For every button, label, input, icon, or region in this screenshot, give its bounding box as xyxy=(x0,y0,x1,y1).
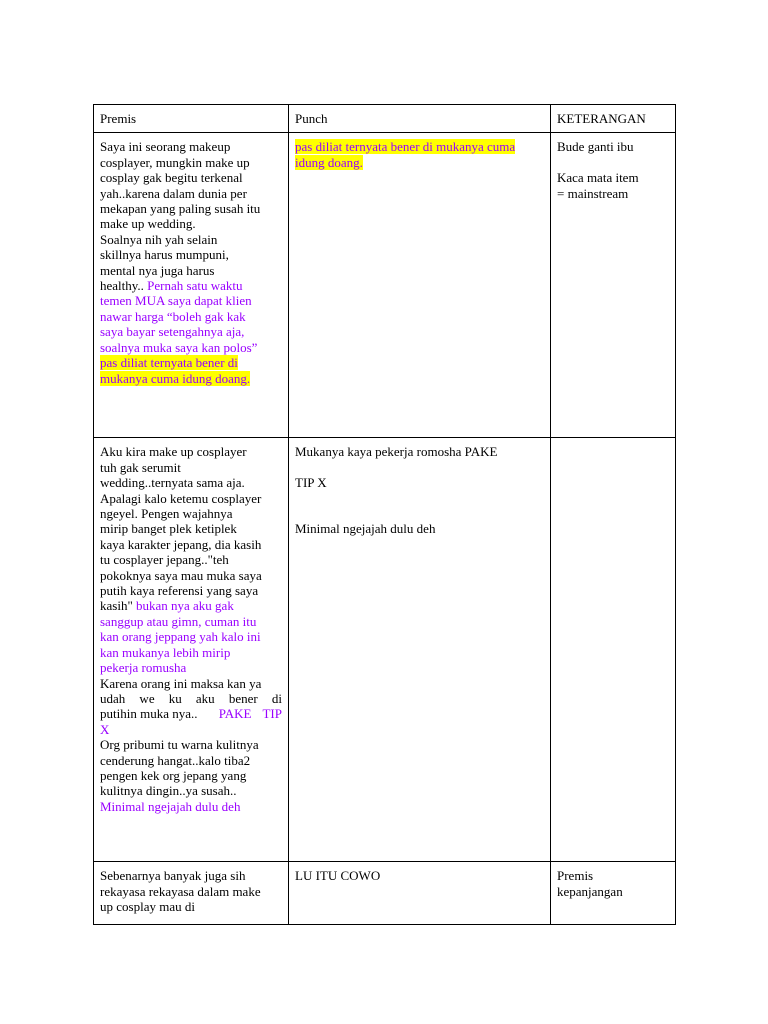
text-line: tu cosplayer jepang.."teh xyxy=(100,552,229,568)
purple-text: Pernah satu waktu xyxy=(143,278,243,294)
text-line: mental nya juga harus xyxy=(100,262,215,278)
text-line: skillnya harus mumpuni, xyxy=(100,247,229,263)
text-line: Sebenarnya banyak juga sih xyxy=(100,868,246,884)
text-line: mirip banget plek ketiplek xyxy=(100,521,237,537)
text-line: udah we ku aku bener di xyxy=(100,690,282,706)
text-line: cenderung hangat..kalo tiba2 xyxy=(100,752,251,768)
punch-line: TIP X xyxy=(295,475,327,491)
purple-text: soalnya muka saya kan polos” xyxy=(100,339,258,355)
punch-line: Mukanya kaya pekerja romosha PAKE xyxy=(295,444,498,460)
keterangan-cell xyxy=(551,438,676,862)
punch-cell xyxy=(289,438,551,862)
text-line: kulitnya dingin..ya susah.. xyxy=(100,783,237,799)
text-line: Aku kira make up cosplayer xyxy=(100,444,247,460)
highlighted-text: pas diliat ternyata bener di mukanya cuma xyxy=(295,139,516,155)
punch-line: LU ITU COWO xyxy=(295,868,381,884)
text-line: Apalagi kalo ketemu cosplayer xyxy=(100,490,262,506)
text-line: Org pribumi tu warna kulitnya xyxy=(100,737,259,753)
text-line: up cosplay mau di xyxy=(100,899,195,915)
text-line xyxy=(100,278,282,293)
punch-cell xyxy=(289,133,551,438)
text-line: rekayasa rekayasa dalam make xyxy=(100,883,261,899)
text-line: cosplay gak begitu terkenal xyxy=(100,170,243,186)
purple-text: temen MUA saya dapat klien xyxy=(100,293,252,309)
purple-text: Minimal ngejajah dulu deh xyxy=(100,798,241,814)
text-line: Karena orang ini maksa kan ya xyxy=(100,675,262,691)
purple-text: bukan nya aku gak xyxy=(132,598,234,614)
text-line: Soalnya nih yah selain xyxy=(100,231,218,247)
text-line: wedding..ternyata sama aja. xyxy=(100,475,245,491)
text-line: tuh gak serumit xyxy=(100,459,181,475)
text-line: ngeyel. Pengen wajahnya xyxy=(100,506,233,522)
text-run: kasih" xyxy=(100,598,133,614)
text-line xyxy=(100,706,282,721)
table-row xyxy=(94,133,676,438)
premis-cell xyxy=(94,133,289,438)
punch-line: Minimal ngejajah dulu deh xyxy=(295,521,436,537)
highlighted-text: mukanya cuma idung doang. xyxy=(100,370,251,386)
premis-cell xyxy=(94,438,289,862)
note-line: Kaca mata item xyxy=(557,170,639,186)
highlighted-text: idung doang. xyxy=(295,154,363,170)
text-line: putih kaya referensi yang saya xyxy=(100,583,259,599)
note-line: = mainstream xyxy=(557,185,629,201)
purple-text: kan orang jeppang yah kalo ini xyxy=(100,629,261,645)
text-line xyxy=(100,598,282,613)
text-line: mekapan yang paling susah itu xyxy=(100,201,261,217)
header-row xyxy=(94,105,676,133)
note-line: Premis xyxy=(557,868,594,884)
text-run: healthy.. xyxy=(100,278,144,294)
text-line: pokoknya saya mau muka saya xyxy=(100,567,262,583)
purple-text: sanggup atau gimn, cuman itu xyxy=(100,613,257,629)
text-line: Saya ini seorang makeup xyxy=(100,139,231,155)
table-row xyxy=(94,438,676,862)
text-line: yah..karena dalam dunia per xyxy=(100,185,247,201)
text-line: cosplayer, mungkin make up xyxy=(100,154,250,170)
punch-cell xyxy=(289,862,551,925)
script-table xyxy=(93,104,676,925)
header-keterangan: KETERANGAN xyxy=(551,105,676,133)
purple-text: X xyxy=(100,721,110,737)
purple-text: kan mukanya lebih mirip xyxy=(100,644,231,660)
purple-text: saya bayar setengahnya aja, xyxy=(100,324,245,340)
keterangan-cell xyxy=(551,862,676,925)
text-line: pengen kek org jepang yang xyxy=(100,767,247,783)
header-punch: Punch xyxy=(289,105,551,133)
note-line: Bude ganti ibu xyxy=(557,139,634,155)
highlighted-text: pas diliat ternyata bener di xyxy=(100,355,238,371)
purple-text: pekerja romusha xyxy=(100,660,187,676)
purple-text: PAKE TIP xyxy=(218,706,282,722)
header-premis: Premis xyxy=(94,105,289,133)
keterangan-cell xyxy=(551,133,676,438)
text-line: kaya karakter jepang, dia kasih xyxy=(100,536,262,552)
text-line: make up wedding. xyxy=(100,216,196,232)
purple-text: nawar harga “boleh gak kak xyxy=(100,308,246,324)
text-run: putihin muka nya.. xyxy=(100,706,198,722)
premis-cell xyxy=(94,862,289,925)
table-row xyxy=(94,862,676,925)
note-line: kepanjangan xyxy=(557,883,623,899)
